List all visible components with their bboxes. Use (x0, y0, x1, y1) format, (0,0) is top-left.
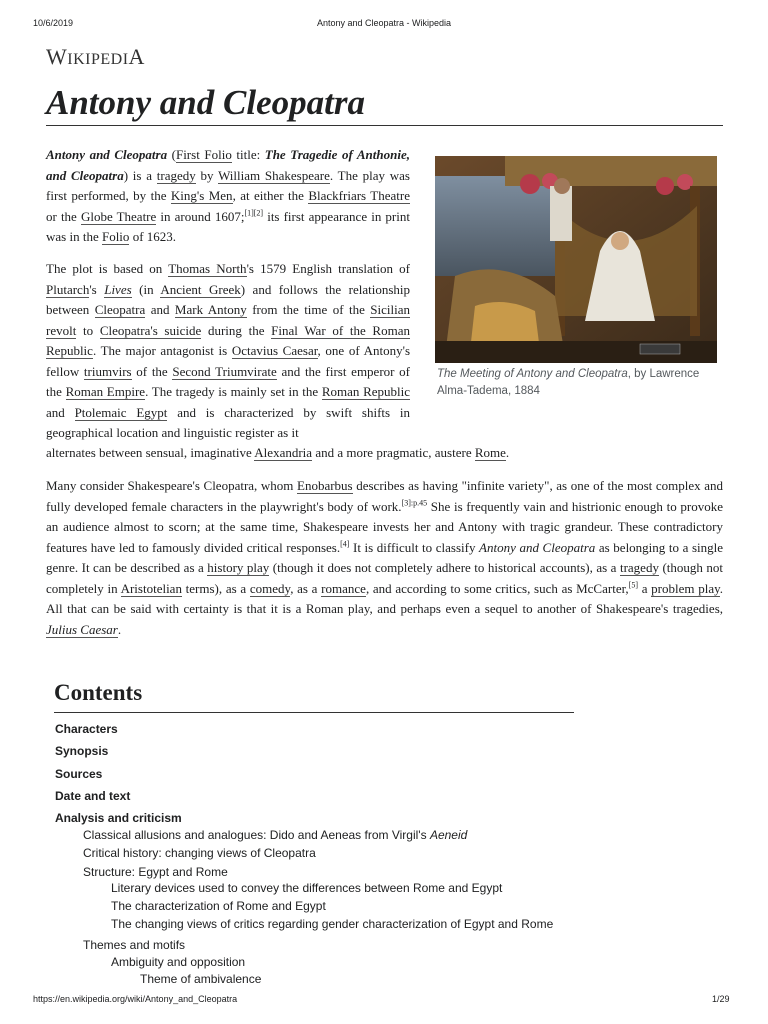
text-run: (in (131, 281, 161, 297)
article-link[interactable]: Final War of the Roman Republic (46, 322, 410, 358)
text-run: ) and follows the relationship between (46, 281, 411, 317)
text-run: ( (167, 147, 176, 162)
article-link[interactable]: Octavius Caesar (231, 343, 318, 358)
article-link[interactable]: Cleopatra (94, 302, 146, 317)
text-run: and the first emperor of the (46, 363, 411, 399)
text-run: . The tragedy is mainly set in the (145, 384, 322, 399)
text-run: Many consider Shakespeare's Cleopatra, whom (46, 478, 298, 493)
text-run: by (195, 167, 219, 183)
article-link[interactable]: Aristotelian (120, 580, 182, 596)
article-link[interactable]: Thomas North (168, 261, 247, 276)
text-run: , at either the (232, 188, 309, 203)
text-run: to (76, 322, 100, 338)
contents-underline (54, 712, 574, 713)
text-run: title: (231, 147, 265, 162)
text-run: . The major antagonist is (92, 343, 232, 358)
intro-paragraph-2-tail (46, 443, 723, 464)
toc-item[interactable]: Critical history: changing views of Cleopatra (83, 846, 316, 860)
toc-item[interactable]: Classical allusions and analogues: Dido and Aeneas from Virgil's Aeneid (83, 828, 468, 842)
article-link[interactable]: Sicilian revolt (46, 302, 410, 338)
article-link[interactable]: Alexandria (254, 445, 313, 460)
text-run: and (145, 302, 175, 317)
toc-item[interactable]: Synopsis (55, 744, 109, 758)
page-title: Antony and Cleopatra (46, 83, 365, 122)
text-run: The Tragedie of Anthonie, and Cleopatra (46, 147, 410, 183)
toc-item[interactable]: The changing views of critics regarding gender characterization of Egypt and Rome (111, 917, 554, 931)
text-run: and a more pragmatic, austere (312, 445, 475, 460)
painting-image[interactable] (435, 156, 717, 363)
painting-illustration (435, 156, 717, 363)
article-link[interactable]: First Folio (175, 147, 232, 162)
toc-item[interactable]: The characterization of Rome and Egypt (111, 899, 326, 913)
text-run: and is characterized by swift shifts in geographical location and linguistic register as it (46, 404, 410, 440)
text-run: . The play was first performed, by the (46, 167, 410, 203)
text-run: (though not completely in (46, 560, 724, 596)
article-link[interactable]: romance (321, 580, 366, 596)
painting-caption: The Meeting of Antony and Cleopatra, by Lawrence Alma-Tadema, 1884 (437, 368, 700, 397)
toc-item[interactable]: Structure: Egypt and Rome (83, 865, 228, 879)
article-link[interactable]: Ancient Greek (160, 281, 241, 297)
toc-item[interactable]: Date and text (55, 789, 131, 803)
text-run: its first appearance in print was in the (46, 208, 410, 244)
text-run: from the time of the (246, 302, 371, 317)
intro-paragraph-1 (46, 145, 410, 248)
contents-heading: Contents (54, 680, 143, 705)
text-run: a (637, 580, 652, 596)
article-link[interactable]: tragedy (619, 560, 659, 575)
article-link[interactable]: Folio (101, 229, 130, 244)
citation-ref[interactable]: [4] (340, 539, 350, 549)
text-run: Antony and Cleopatra (479, 539, 596, 555)
article-link[interactable]: Roman Empire (65, 384, 146, 399)
text-run: , as a (290, 580, 322, 596)
article-link[interactable]: King's Men (170, 188, 233, 203)
toc-item[interactable]: Ambiguity and opposition (111, 955, 246, 969)
article-link[interactable]: Ptolemaic Egypt (74, 404, 168, 420)
text-run: (though it does not completely adhere to historical accounts), as a (269, 560, 620, 575)
article-link[interactable]: triumvirs (83, 363, 132, 379)
article-link[interactable]: Cleopatra's suicide (99, 322, 202, 338)
text-run: of 1623. (129, 229, 177, 244)
text-run: terms), as a (181, 580, 250, 596)
intro-paragraph-3 (46, 476, 723, 640)
article-link[interactable]: Rome (474, 445, 506, 460)
toc-item[interactable]: Analysis and criticism (55, 811, 182, 825)
title-underline (46, 125, 723, 126)
text-run: describes as having "infinite variety", as one of the most complex and fully developed female characters in the playwright's body of work. (46, 478, 723, 514)
article-link[interactable]: Globe Theatre (80, 208, 157, 224)
article-link[interactable]: problem play (651, 580, 720, 596)
intro-paragraph-2 (46, 259, 410, 444)
text-run: It is difficult to classify (349, 539, 480, 555)
text-run: ) is a (123, 167, 157, 183)
article-link[interactable]: Roman Republic (321, 384, 411, 399)
citation-ref[interactable]: [5] (628, 580, 638, 590)
text-run: and (46, 404, 75, 420)
text-run: of the (131, 363, 173, 379)
article-link[interactable]: Mark Antony (174, 302, 247, 317)
text-run: during the (201, 322, 272, 338)
article-link[interactable]: comedy (249, 580, 291, 596)
text-run: , and according to some critics, such as McCarter, (365, 580, 629, 596)
text-run: The plot is based on (46, 261, 169, 276)
article-link[interactable]: Blackfriars Theatre (308, 188, 410, 203)
text-run: . All that can be said with certainty is that it is a Roman play, and perhaps even a sequel to another of Shakespeare's tragedies, (46, 580, 723, 616)
article-link[interactable]: tragedy (156, 167, 196, 183)
article-link[interactable]: Julius Caesar (46, 621, 118, 637)
text-run: 's 1579 English translation of (246, 261, 410, 276)
text-run: . (117, 621, 122, 637)
citation-ref[interactable]: [1][2] (244, 208, 264, 218)
article-link[interactable]: William Shakespeare (218, 167, 330, 183)
text-run: 's (89, 281, 105, 297)
article-link[interactable]: Plutarch (46, 281, 90, 297)
page-url[interactable]: https://en.wikipedia.org/wiki/Antony_and_Cleopatra (33, 994, 238, 1004)
text-run: She is frequently vain and histrionic enough to provoke an audience almost to scorn; at the same time, Shakespeare invests her and Antony with tragic grandeur. These contradictory features have led to famously divided critical responses. (46, 498, 723, 555)
citation-ref[interactable]: [3]:p.45 (401, 498, 428, 508)
toc-item[interactable]: Themes and motifs (83, 938, 186, 952)
toc-item[interactable]: Literary devices used to convey the differences between Rome and Egypt (111, 881, 503, 895)
print-date: 10/6/2019 (33, 18, 74, 28)
article-link[interactable]: Lives (104, 281, 132, 297)
toc-item[interactable]: Theme of ambivalence (140, 972, 262, 986)
text-run: Antony and Cleopatra (46, 147, 168, 162)
text-run: . (505, 445, 510, 460)
page-number: 1/29 (712, 994, 730, 1004)
toc-item[interactable]: Characters (55, 722, 118, 736)
print-title: Antony and Cleopatra - Wikipedia (316, 18, 452, 28)
text-run: in around 1607; (156, 208, 245, 224)
toc-item[interactable]: Sources (55, 767, 103, 781)
article-link[interactable]: Second Triumvirate (172, 363, 277, 379)
text-run: as belonging to a single genre. It can be described as a (46, 539, 723, 575)
text-run: alternates between sensual, imaginative (46, 445, 255, 460)
wikipedia-wordmark[interactable]: WIKIPEDIA (46, 44, 145, 69)
article-link[interactable]: history play (207, 560, 270, 575)
text-run: or the (46, 208, 81, 224)
article-link[interactable]: Enobarbus (297, 478, 353, 493)
text-run: , one of Antony's fellow (46, 343, 410, 379)
